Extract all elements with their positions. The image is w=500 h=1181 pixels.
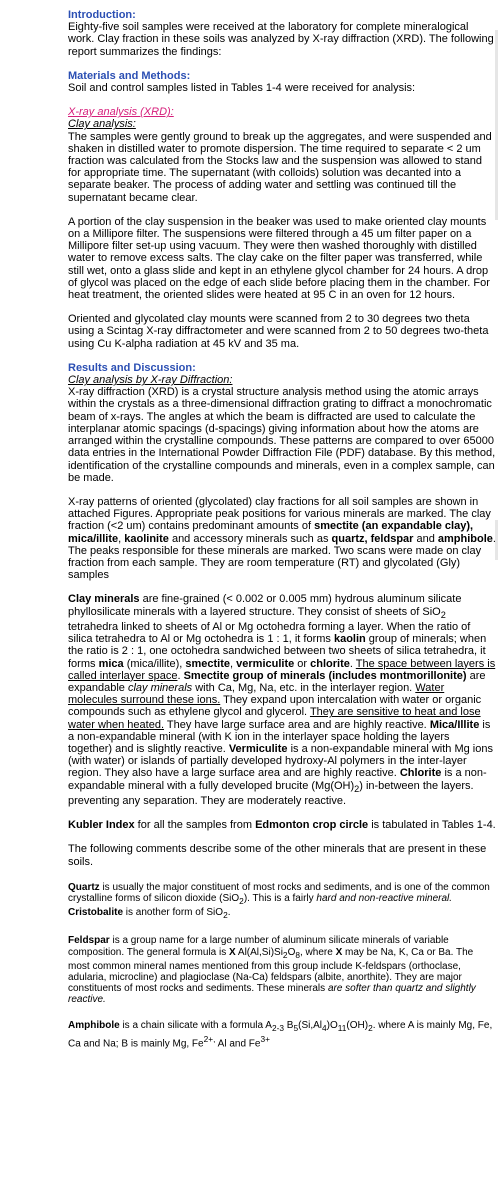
term: kaolin bbox=[333, 633, 366, 646]
clay-minerals-paragraph bbox=[68, 593, 496, 807]
subscript: 2 bbox=[440, 609, 446, 620]
term: Quartz bbox=[68, 881, 100, 893]
methods-paragraph-1: The samples were gently ground to break up the aggregates, and were suspended and shaken in distilled water to promote dispersion. The time required to separate < 2 um fraction was calculated from the Stocks law and the suspension was allowed to stand for appropriate time. The supernatant (with colloids) solution was decanted into a separate beaker. The process of adding water and settling was continued till the supernatant became clear. bbox=[68, 130, 492, 204]
term: Kubler Index bbox=[68, 819, 135, 832]
text-run: . where A is mainly Mg, Fe, Ca and Na; B is mainly Mg, Fe bbox=[68, 1019, 493, 1050]
text-run: , bbox=[118, 532, 125, 545]
superscript: 3+ bbox=[260, 1033, 270, 1044]
clay-analysis-heading: Clay analysis: bbox=[68, 118, 136, 131]
text-run: ) in-between the layers. preventing any separation. They are moderately reactive. bbox=[68, 779, 474, 807]
term: Cristobalite bbox=[68, 907, 124, 919]
text-run: is a non-expandable mineral with a fully developed brucite (Mg(OH) bbox=[68, 767, 487, 792]
text-run: group of minerals; when the ratio is 2 : 1, one octohedra sandwiched between two sheets of silica tetrahedra, it forms bbox=[68, 633, 487, 670]
text-run: O bbox=[287, 946, 296, 958]
text-run: Al(Al,Si)Si bbox=[235, 946, 283, 958]
feldspar-paragraph bbox=[68, 935, 496, 1005]
text-run: Al and Fe bbox=[215, 1038, 261, 1050]
text-run: (Si,Al bbox=[298, 1019, 323, 1031]
mineral-term: kaolinite bbox=[124, 532, 169, 545]
methods-text: Soil and control samples listed in Tables 1-4 were received for analysis: bbox=[68, 82, 416, 95]
subscript: 2 bbox=[354, 783, 360, 794]
mineral-term: smectite (an expandable clay), mica/illite bbox=[68, 520, 474, 545]
text-run: may be Na, K, Ca or Ba. The most common mineral names mentioned from this group include K-feldspars (orthoclase, adularia, microcline) and plagioclase (Na-Ca) feldspars (albite, anorthite). They are major constituents of most rocks and sediments. These minerals bbox=[68, 946, 474, 995]
mineral-term: quartz, feldspar bbox=[331, 532, 414, 545]
subscript: 5 bbox=[293, 1022, 299, 1033]
text-run: with Ca, Mg, Na, etc. in the interlayer region. bbox=[192, 681, 416, 694]
term: Amphibole bbox=[68, 1019, 120, 1031]
text-run: is another form of SiO bbox=[123, 907, 224, 919]
term: Feldspar bbox=[68, 935, 110, 947]
subscript: 11 bbox=[337, 1022, 347, 1033]
term: vermiculite bbox=[236, 657, 295, 670]
text-run: is tabulated in Tables 1-4. bbox=[368, 819, 496, 832]
text-run: , where bbox=[299, 946, 336, 958]
subscript: 2 bbox=[368, 1022, 373, 1033]
text-run: )O bbox=[326, 1019, 338, 1031]
intro-text: Eighty-five soil samples were received at the laboratory for complete mineralogical work. Clay fraction in these soils was analyzed by X-ray diffraction (XRD). The following report summarizes the findings: bbox=[68, 21, 494, 58]
term: Chlorite bbox=[399, 767, 442, 780]
term: Vermiculite bbox=[228, 742, 288, 755]
term: Smectite group of minerals (includes montmorillonite) bbox=[183, 669, 467, 682]
text-run: . bbox=[177, 669, 184, 682]
results-paragraph-1: X-ray diffraction (XRD) is a crystal structure analysis method using the atomic arrays within the crystals as a three-dimensional diffraction grating to diffract a monochromatic beam of x-rays. The angles at which the beam is diffracted are used to calculate the interplanar atomic spacings (d-spacings) giving information about how the atoms are arranged within the crystalline compounds. These patterns are compared to over 65000 data entries in the International Powder Diffraction File (PDF) database. By this method, identification of the crystalline compounds and minerals, even in a complex sample, can be made. bbox=[68, 386, 496, 484]
term: mica bbox=[98, 657, 124, 670]
term: chlorite bbox=[310, 657, 350, 670]
superscript: 2+, bbox=[203, 1033, 216, 1044]
quartz-paragraph bbox=[68, 882, 496, 922]
text-run: for all the samples from bbox=[134, 819, 256, 832]
methods-paragraph-3: Oriented and glycolated clay mounts were scanned from 2 to 30 degrees two theta using a Scintag X-ray diffractometer and were scanned from 2 to 50 degrees two-theta using Cu K-alpha radiation at 45 kV and 35 ma. bbox=[68, 313, 489, 350]
term: Clay minerals bbox=[68, 593, 140, 606]
methods-heading: Materials and Methods: bbox=[68, 69, 191, 82]
xray-heading: X-ray analysis (XRD): bbox=[68, 106, 174, 119]
underlined-text: They are sensitive to heat and lose water when heated. bbox=[68, 706, 481, 731]
text-run: tetrahedra linked to sheets of Al or Mg octohedra forming a layer. When the ratio of silica tetrahedra to Al or Mg octohedra is 1 : 1, it forms bbox=[68, 620, 471, 646]
subscript: 2 bbox=[239, 895, 244, 906]
xrd-subheading: Clay analysis by X-ray Diffraction: bbox=[68, 374, 233, 387]
text-run: . bbox=[227, 907, 231, 919]
subscript: 2 bbox=[223, 910, 228, 921]
term: X bbox=[335, 946, 343, 958]
subscript: 2 bbox=[282, 949, 288, 960]
term: smectite bbox=[185, 657, 231, 670]
italic-text: hard and non-reactive mineral. bbox=[316, 892, 453, 904]
methods-paragraph-2: A portion of the clay suspension in the beaker was used to make oriented clay mounts on a Millipore filter. The suspensions were filtered through a 45 um filter paper on a Millipore filter set-up using vacuum. They were then washed thoroughly with distilled water to remove excess salts. The clay cake on the filter paper was transferred, while still wet, onto a glass slide and kept in an ethylene glycol chamber for 24 hours. A drop of glycol was placed on the edge of each slide before placing them in the chamber. For heat treatment, the oriented slides were heated at 95 C in an oven for 12 hours. bbox=[68, 215, 490, 302]
italic-text: are softer than quartz and slightly reactive. bbox=[68, 983, 476, 1006]
mineral-term: amphibole bbox=[437, 532, 493, 545]
text-run: ). This is a fairly bbox=[243, 892, 317, 904]
subscript: 8 bbox=[295, 949, 300, 960]
term: Mica/Illite bbox=[429, 718, 480, 731]
underlined-text: The space between layers is called interlayer space bbox=[68, 657, 496, 682]
text-run: is a non-expandable mineral with Mg ions (with water) or islands of partially developed hydroxy-Al polymers in the inter-layer region. They also have a large surface area and are highly reactive. bbox=[68, 742, 493, 780]
results-heading: Results and Discussion: bbox=[68, 361, 196, 374]
subscript: 4 bbox=[322, 1022, 327, 1033]
text-run: X-ray patterns of oriented (glycolated) clay fractions for all soil samples are shown in attached Figures. Appropriate peak positions for various minerals are marked. The clay fraction (<2 um) contains predominant amounts of bbox=[68, 495, 491, 533]
italic-term: clay minerals bbox=[127, 681, 193, 694]
text-run: B bbox=[284, 1019, 294, 1031]
amphibole-paragraph bbox=[68, 1020, 496, 1050]
text-run: or bbox=[294, 657, 311, 670]
underlined-text: Water molecules surround these ions. bbox=[68, 681, 445, 707]
text-run: is a non-expandable mineral (with K ion in the interlayer space holding the layers together) and is slightly reactive. bbox=[68, 718, 491, 755]
text-run: , bbox=[230, 657, 237, 670]
text-run: is a chain silicate with a formula A bbox=[119, 1019, 272, 1031]
report-page bbox=[68, 9, 496, 1049]
intro-heading: Introduction: bbox=[68, 9, 136, 21]
text-run: They expand upon intercalation with water or organic compounds such as ethylene glycol and glycerol. bbox=[68, 694, 482, 719]
text-run: (mica/illite), bbox=[123, 657, 186, 670]
text-run: (OH) bbox=[346, 1019, 369, 1031]
text-run: are fine-grained (< 0.002 or 0.005 mm) hydrous aluminum silicate phyllosilicate minerals with a layered structure. They consist of sheets of SiO bbox=[68, 593, 462, 618]
following-paragraph: The following comments describe some of the other minerals that are present in these soils. bbox=[68, 843, 487, 868]
text-run: They have large surface area and are highly reactive. bbox=[164, 718, 430, 731]
subscript: 2-3 bbox=[271, 1022, 285, 1033]
text-run: and bbox=[413, 532, 438, 545]
text-run: is a group name for a large number of aluminum silicate minerals of variable composition. The general formula is bbox=[68, 935, 449, 958]
text-run: . bbox=[349, 657, 356, 670]
text-run: . The peaks responsible for these minerals are marked. Two scans were made on clay fraction from each sample. They are room temperature (RT) and glycolated (Gly) samples bbox=[68, 532, 496, 582]
term: Edmonton crop circle bbox=[255, 819, 369, 832]
text-run: and accessory minerals such as bbox=[168, 532, 332, 545]
results-paragraph-2 bbox=[68, 496, 496, 581]
kubler-paragraph bbox=[68, 819, 496, 831]
term: X bbox=[229, 946, 236, 958]
text-run: are expandable bbox=[68, 669, 486, 694]
text-run: is usually the major constituent of most rocks and sediments, and is one of the common crystalline forms of silicon dioxide (SiO bbox=[68, 881, 490, 904]
